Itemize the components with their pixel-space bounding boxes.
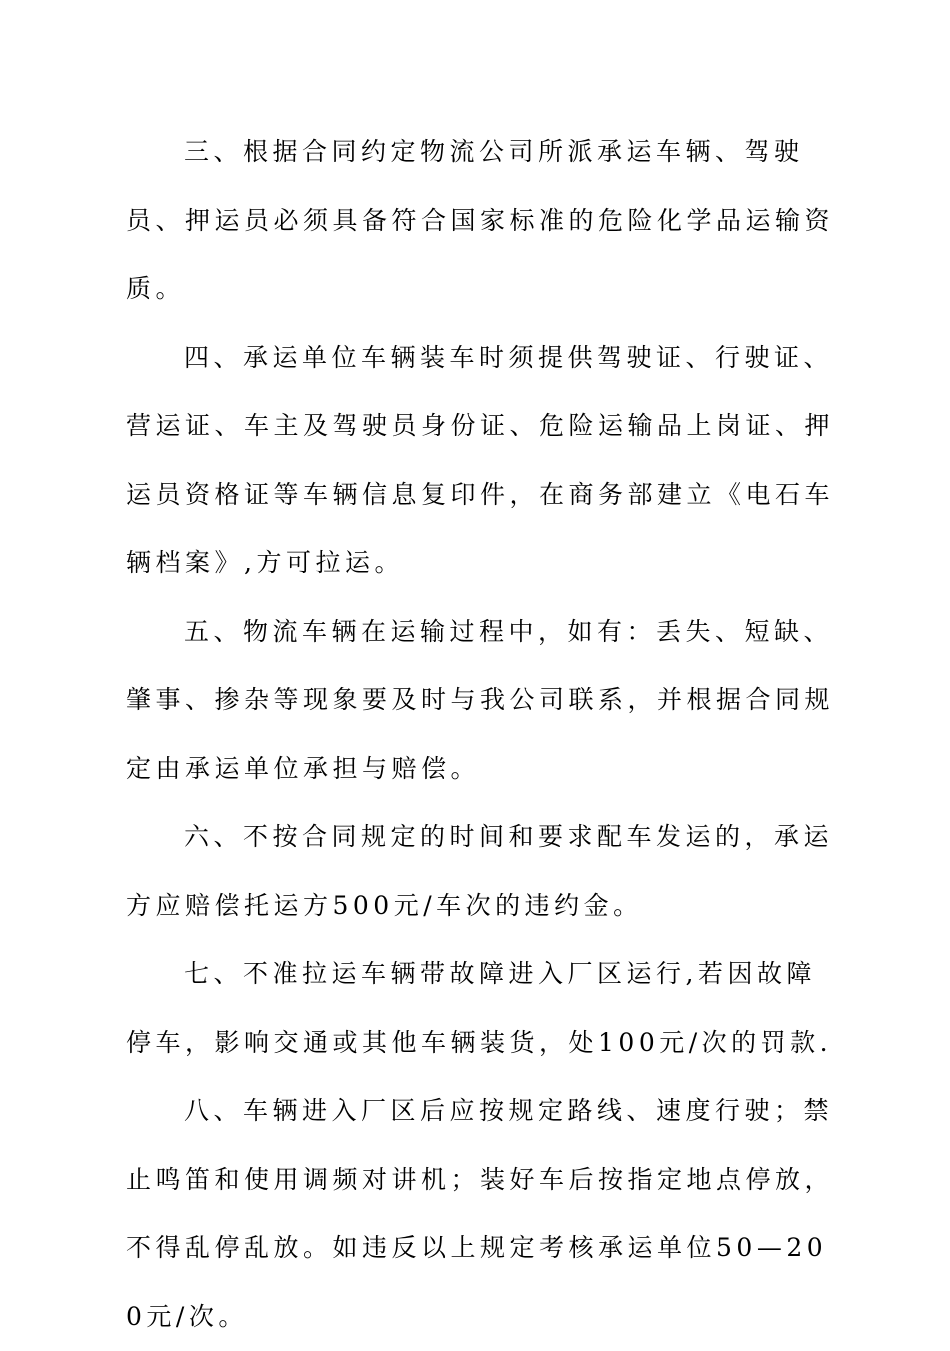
paragraph-5: 五、物流车辆在运输过程中，如有：丢失、短缺、肇事、掺杂等现象要及时与我公司联系，并根据合同规定由承运单位承担与赔偿。 [126, 616, 835, 783]
paragraph-4: 四、承运单位车辆装车时须提供驾驶证、行驶证、营运证、车主及驾驶员身份证、危险运输品上岗证、押运员资格证等车辆信息复印件，在商务部建立《电石车辆档案》,方可拉运。 [126, 342, 835, 577]
document-body [126, 118, 838, 1351]
paragraph-7: 七、不准拉运车辆带故障进入厂区运行,若因故障停车，影响交通或其他车辆装货，处100元/次的罚款. [126, 959, 833, 1057]
paragraph-3: 三、根据合同约定物流公司所派承运车辆、驾驶员、押运员必须具备符合国家标准的危险化学品运输资质。 [126, 137, 835, 303]
paragraph-6: 六、不按合同规定的时间和要求配车发运的，承运方应赔偿托运方500元/车次的违约金。 [126, 822, 834, 920]
paragraph-8: 八、车辆进入厂区后应按规定路线、速度行驶；禁止鸣笛和使用调频对讲机；装好车后按指定地点停放，不得乱停乱放。如违反以上规定考核承运单位50—200元/次。 [126, 1096, 835, 1331]
